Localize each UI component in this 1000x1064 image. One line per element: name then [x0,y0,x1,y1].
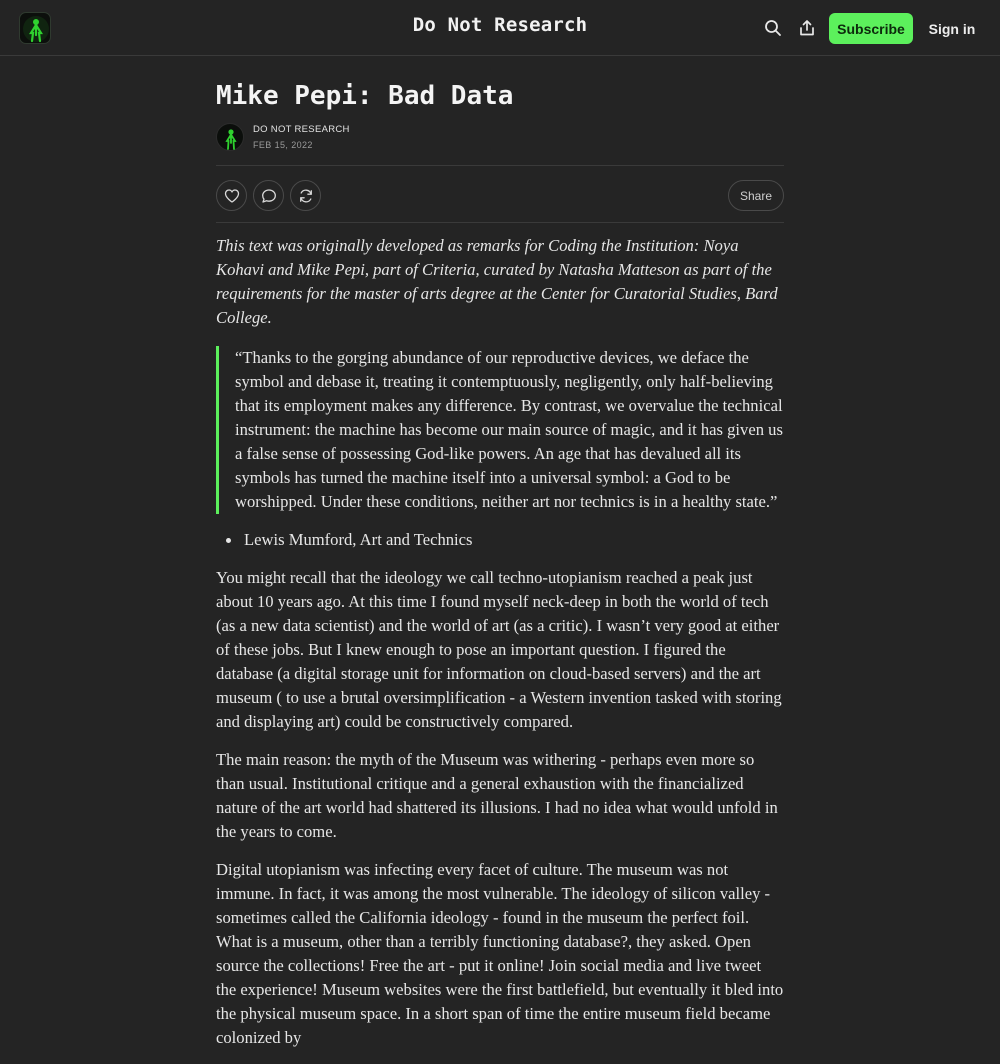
author-name[interactable]: DO NOT RESEARCH [253,124,350,135]
site-title[interactable]: Do Not Research [412,14,588,36]
restack-button[interactable] [290,180,321,211]
heart-icon [224,188,240,204]
subscribe-button[interactable]: Subscribe [829,13,913,44]
like-button[interactable] [216,180,247,211]
list-item: Lewis Mumford, Art and Technics [216,528,784,552]
intro-paragraph: This text was originally developed as remarks for Coding the Institution: Noya Kohavi and Mike Pepi, part of Criteria, curated by Natasha Matteson as part of the requirements for the master of arts degree at the Center for Curatorial Studies, Bard College. [216,236,778,327]
post-header [216,78,784,154]
byline [216,122,784,154]
post-body [216,234,784,1064]
post-date: FEB 15, 2022 [253,140,313,150]
avatar[interactable] [216,123,244,151]
attribution-list [216,528,784,552]
post-actions [216,165,784,223]
comment-icon [261,188,277,204]
top-bar [0,0,1000,56]
post-title: Mike Pepi: Bad Data [216,81,514,111]
body-paragraph: Digital utopianism was infecting every facet of culture. The museum was not immune. In fact, it was among the most vulnerable. The ideology of silicon valley - sometimes called the California ideology - found in the museum the perfect foil. What is a museum, other than a terribly functioning database?, they asked. Open source the collections! Free the art - put it online! Join social media and live tweet the experience! Museum websites were the first battlefield, but eventually it bled into the physical museum space. In a short span of time the entire museum field became colonized by [216,860,784,1047]
blockquote: “Thanks to the gorging abundance of our reproductive devices, we deface the symbol and debase it, treating it contemptuously, negligently, only half-believing that its employment makes any difference. By contrast, we overvalue the technical instrument: the machine has become our main source of magic, and it has given us a false sense of possessing God-like powers. An age that has devalued all its symbols has turned the machine itself into a universal symbol: a God to be worshipped. Under these conditions, neither art nor technics is in a healthy state.” [216,346,784,514]
comment-button[interactable] [253,180,284,211]
sign-in-button[interactable]: Sign in [922,13,982,44]
search-icon[interactable] [762,17,784,39]
body-paragraph: You might recall that the ideology we call techno-utopianism reached a peak just about 10 years ago. At this time I found myself neck-deep in both the world of tech (as a new data scientist) and the world of art (as a critic). I wasn’t very good at either of these jobs. But I knew enough to pose an important question. I figured the database (a digital storage unit for information on cloud-based servers) and the art museum ( to use a brutal oversimplification - a Western invention tasked with storing and displaying art) could be constructively compared. [216,568,782,731]
share-button[interactable]: Share [728,180,784,211]
restack-icon [298,188,314,204]
share-icon[interactable] [796,17,818,39]
body-paragraph: The main reason: the myth of the Museum was withering - perhaps even more so than usual. Institutional critique and a general exhaustion with the financialized nature of the art world had shattered its illusions. I had no idea what would unfold in the years to come. [216,750,778,841]
